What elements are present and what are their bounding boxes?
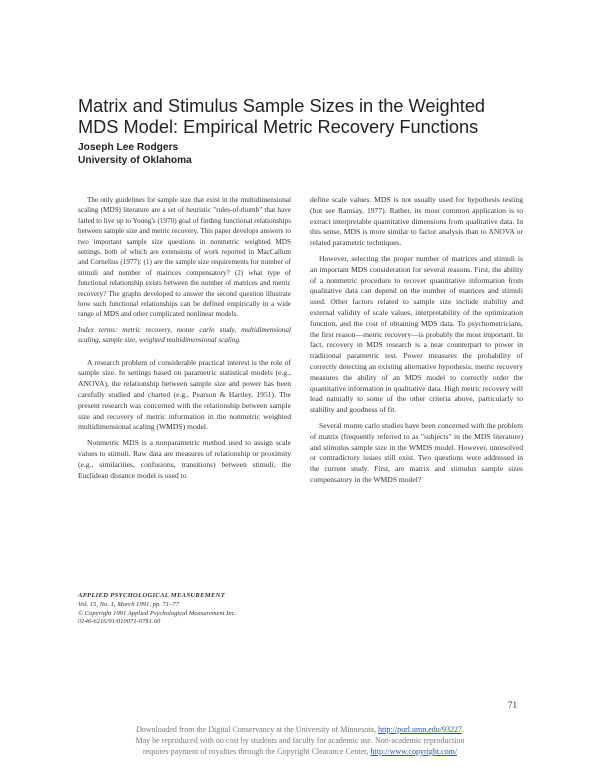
- journal-volume: Vol. 15, No. 1, March 1991, pp. 71–77: [78, 600, 180, 608]
- footer-period: .: [461, 725, 464, 734]
- footer-royalty-text: requires payment of royalties through the Copyright Clearance Center,: [142, 747, 371, 756]
- body-paragraph: However, selecting the proper number of matrices and stimuli is an important MDS consideration for several reasons. First, the ability of a nonmetric procedure to recover quantitative information from qualitative data can depend on the number of matrices and stimuli used. Other factors related to sample size include stability and external validity of scale values, interpretability of the optimization function, and the cost of obtaining MDS data. To psychometricians, the first reason—metric recovery—is probably the most important. In fact, recovery in MDS research is a near counterpart to power in traditional parametric test. Power measures the probability of correctly detecting an existing alternative hypothesis; metric recovery measures the ability of an MDS model to correctly order the quantitative information in qualitative data. High metric recovery will lead naturally to some of the other criteria above, particularly to stability and goodness of fit.: [310, 253, 523, 415]
- author-affiliation: University of Oklahoma: [78, 155, 192, 166]
- abstract-text: The only guidelines for sample size that exist in the multidimensional scaling (MDS) literature are a set of heuristic "rules-of-thumb" that have failed to live up to Young's (1970) goal of finding functional relationships between sample size and metric recovery. This paper develops answers to two important sample size questions in nonmetric weighted MDS settings, both of which are extensions of work reported in MacCallum and Cornelius (1977): (1) are the sample size requirements for number of stimuli and number of matrices compensatory? (2) what type of functional relationship exists between the number of matrices and metric recovery? The graphs developed to answer the second question illustrate how such functional relationships can be defined empirically in a wide range of MDS and other complicated nonlinear models.: [78, 196, 291, 319]
- journal-copyright: © Copyright 1991 Applied Psychological Measurement Inc.: [78, 609, 237, 617]
- title-line-2: MDS Model: Empirical Metric Recovery Functions: [78, 117, 479, 137]
- title-line-1: Matrix and Stimulus Sample Sizes in the Weighted: [78, 96, 486, 116]
- body-paragraph: A research problem of considerable practical interest is the role of sample size. In settings based on parametric statistical models (e.g., ANOVA), the relationship between sample size and power has been carefully studied and charted (e.g., Pearson & Hartley, 1951). The present research was concerned with the relationship between sample size and recovery of metric information in the nonmetric weighted multidimensional scaling (WMDS) model.: [78, 357, 291, 432]
- footer-line-1: [60, 724, 540, 735]
- footer-line-3: [60, 746, 540, 757]
- author-block: [78, 141, 192, 167]
- download-footer: [60, 724, 540, 757]
- index-terms: Index terms: metric recovery, monte carlo study, multidimensional scaling, sample size, weighted multidimensional scaling.: [78, 325, 291, 345]
- footer-line-2: May be reproduced with no cost by students and faculty for academic use. Non-academic reproduction: [135, 736, 465, 745]
- copyright-link[interactable]: http://www.copyright.com/: [370, 747, 458, 756]
- paper-title: [78, 96, 548, 138]
- journal-name: APPLIED PSYCHOLOGICAL MEASUREMENT: [78, 592, 226, 599]
- body-paragraph: define scale values. MDS is not usually used for hypothesis testing (but see Ramsay, 1977). Rather, its most common application is to extract interpretable quantitative dimensions from qualitative data. In this sense, MDS is more similar to factor analysis than to ANOVA or related parametric techniques.: [310, 195, 523, 248]
- body-paragraph: Several monte carlo studies have been concerned with the problem of matrix (frequently referred to as "subjects" in the MDS literature) and stimulus sample size in the WMDS model. However, unresolved or contradictory issues still exist. Two questions were addressed in the current study. First, are matrix and stimulus sample sizes compensatory in the WMDS model?: [310, 420, 523, 484]
- journal-info: [78, 592, 291, 627]
- page-number: 71: [508, 700, 517, 710]
- journal-issn: 0146-6216/91/010071-07$1.60: [78, 618, 161, 626]
- footer-source-text: Downloaded from the Digital Conservancy at the University of Minnesota,: [136, 725, 378, 734]
- body-paragraph: Nonmetric MDS is a nonparametric method used to assign scale values to stimuli. Raw data are measures of relationship or proximity (e.g., similarities, confusions, transitions) between stimuli; the Euclidean distance model is used to: [78, 438, 291, 480]
- abstract: [78, 195, 291, 346]
- left-column: [78, 195, 291, 481]
- purl-link[interactable]: http://purl.umn.edu/93227: [377, 725, 462, 734]
- author-name: Joseph Lee Rodgers: [78, 142, 179, 153]
